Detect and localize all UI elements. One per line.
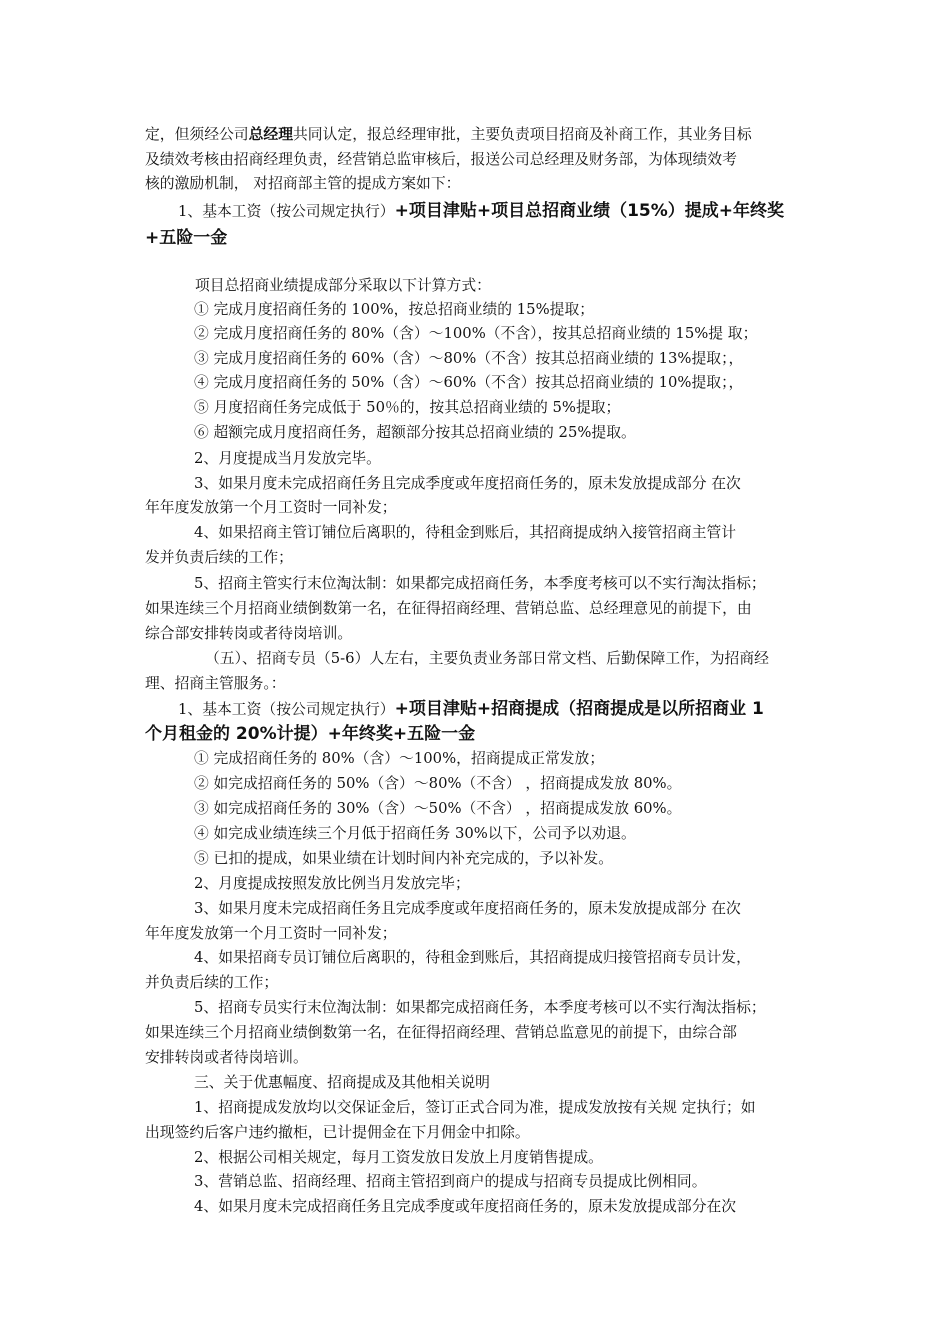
supervisor-item-4-line-2: 发并负责后续的工作； (145, 549, 293, 566)
supervisor-item-5-line-2: 如果连续三个月招商业绩倒数第一名，在征得招商经理、营销总监、总经理意见的前提下，由 (145, 600, 752, 617)
supervisor-formula-bold: +项目津贴+项目总招商业绩（15%）提成+年终奖 (394, 201, 785, 221)
specialist-formula-bold: +项目津贴+招商提成（招商提成是以所招商业 1 (394, 699, 764, 719)
specialist-rule-5: ⑤ 已扣的提成，如果业绩在计划时间内补充完成的，予以补发。 (194, 850, 614, 867)
specialist-rule-4: ④ 如完成业绩连续三个月低于招商任务 30%以下，公司予以劝退。 (194, 825, 636, 842)
supervisor-rule-1: ① 完成月度招商任务的 100%，按总招商业绩的 15%提取； (194, 301, 595, 318)
intro-line-1 (145, 125, 752, 145)
section-3-heading: 三、关于优惠幅度、招商提成及其他相关说明 (194, 1074, 490, 1091)
specialist-item-3-line-2: 年年度发放第一个月工资时一同补发； (145, 925, 397, 942)
specialist-item-5-line-2: 如果连续三个月招商业绩倒数第一名，在征得招商经理、营销总监意见的前提下，由综合部 (145, 1024, 737, 1041)
intro-text-1: 定，但须经公司 (145, 126, 249, 143)
specialist-item-4-line-1: 4、如果招商专员订铺位后离职的，待租金到账后，其招商提成归接管招商专员计发， (194, 949, 751, 966)
specialist-formula-base: 1、基本工资（按公司规定执行） (178, 701, 395, 718)
general-manager-bold: 总经理 (248, 126, 293, 143)
specialist-item-4-line-2: 并负责后续的工作； (145, 974, 279, 991)
supervisor-item-3-line-2: 年年度发放第一个月工资时一同补发； (145, 499, 397, 516)
specialist-formula-line-1 (178, 697, 764, 721)
intro-text-2: 共同认定，报总经理审批，主要负责项目招商及补商工作，其业务目标 (293, 126, 752, 143)
specialist-formula-line-2: 个月租金的 20%计提）+年终奖+五险一金 (145, 724, 476, 744)
section-3-item-3: 3、营销总监、招商经理、招商主管招到商户的提成与招商专员提成比例相同。 (194, 1173, 707, 1190)
supervisor-item-4-line-1: 4、如果招商主管订铺位后离职的，待租金到账后，其招商提成纳入接管招商主管计 (194, 524, 737, 541)
supervisor-rule-4: ④ 完成月度招商任务的 50%（含）～60%（不含）按其总招商业绩的 10%提取；， (194, 374, 744, 391)
specialist-rule-1: ① 完成招商任务的 80%（含）～100%，招商提成正常发放； (194, 750, 605, 767)
supervisor-formula-line-1 (178, 199, 784, 223)
specialist-item-5-line-1: 5、招商专员实行末位淘汰制：如果都完成招商任务，本季度考核可以不实行淘汰指标； (194, 999, 766, 1016)
supervisor-item-3-line-1: 3、如果月度未完成招商任务且完成季度或年度招商任务的，原未发放提成部分 在次 (194, 475, 741, 492)
supervisor-item-5-line-3: 综合部安排转岗或者待岗培训。 (145, 625, 353, 642)
section-3-item-4: 4、如果月度未完成招商任务且完成季度或年度招商任务的，原未发放提成部分在次 (194, 1198, 737, 1215)
specialist-heading-line-2: 理、招商主管服务。： (145, 675, 286, 692)
supervisor-rule-3: ③ 完成月度招商任务的 60%（含）～80%（不含）按其总招商业绩的 13%提取；， (194, 350, 744, 367)
section-3-item-2: 2、根据公司相关规定，每月工资发放日发放上月度销售提成。 (194, 1149, 603, 1166)
supervisor-rule-5: ⑤ 月度招商任务完成低于 50％的，按其总招商业绩的 5%提取； (194, 399, 621, 416)
specialist-item-5-line-3: 安排转岗或者待岗培训。 (145, 1049, 308, 1066)
intro-line-3: 核的激励机制， 对招商部主管的提成方案如下： (145, 175, 461, 192)
supervisor-item-5-line-1: 5、招商主管实行末位淘汰制：如果都完成招商任务，本季度考核可以不实行淘汰指标； (194, 575, 766, 592)
specialist-item-3-line-1: 3、如果月度未完成招商任务且完成季度或年度招商任务的，原未发放提成部分 在次 (194, 900, 741, 917)
supervisor-formula-base: 1、基本工资（按公司规定执行） (178, 203, 395, 220)
supervisor-item-2: 2、月度提成当月发放完毕。 (194, 450, 381, 467)
supervisor-formula-line-2: +五险一金 (145, 228, 228, 248)
specialist-item-2: 2、月度提成按照发放比例当月发放完毕； (194, 875, 470, 892)
specialist-rule-2: ② 如完成招商任务的 50%（含）～80%（不含） ，招商提成发放 80%。 (194, 775, 682, 792)
supervisor-rule-6: ⑥ 超额完成月度招商任务，超额部分按其总招商业绩的 25%提取。 (194, 424, 636, 441)
supervisor-rule-2: ② 完成月度招商任务的 80%（含）～100%（不含），按其总招商业绩的 15%提 取； (194, 325, 758, 342)
section-3-item-1-line-2: 出现签约后客户违约撤柜，已计提佣金在下月佣金中扣除。 (145, 1124, 530, 1141)
specialist-heading-line-1: （五）、招商专员（5-6）人左右，主要负责业务部日常文档、后勤保障工作，为招商经 (205, 650, 769, 667)
specialist-rule-3: ③ 如完成招商任务的 30%（含）～50%（不含） ，招商提成发放 60%。 (194, 800, 682, 817)
intro-line-2: 及绩效考核由招商经理负责，经营销总监审核后，报送公司总经理及财务部，为体现绩效考 (145, 151, 737, 168)
supervisor-calc-title: 项目总招商业绩提成部分采取以下计算方式： (195, 277, 491, 294)
section-3-item-1-line-1: 1、招商提成发放均以交保证金后，签订正式合同为准，提成发放按有关规 定执行；如 (194, 1099, 756, 1116)
